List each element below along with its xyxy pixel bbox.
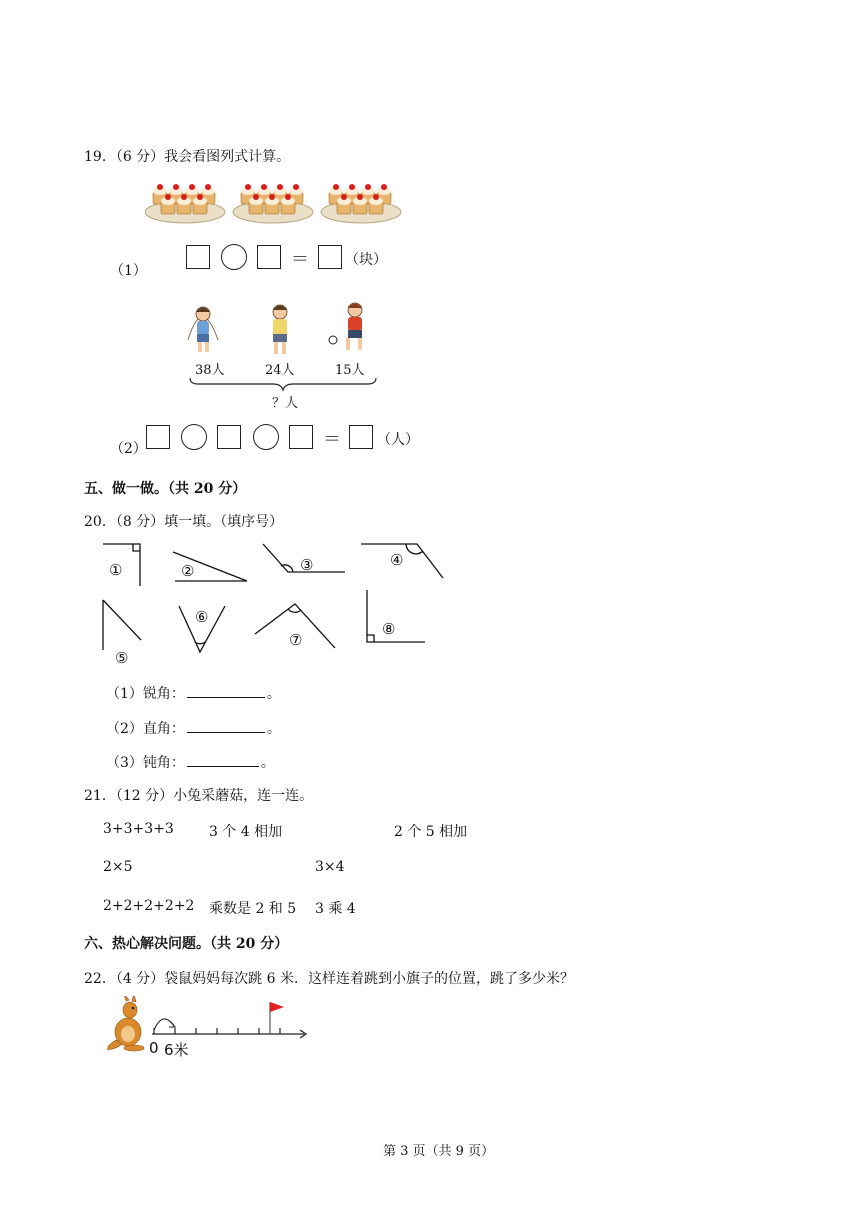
obtuse-blank-row: （3）钝角： 。: [106, 752, 275, 772]
answer-blank[interactable]: [187, 683, 265, 698]
right-blank-row: （2）直角： 。: [106, 718, 281, 738]
blank-label: （3）钝角：: [106, 755, 185, 771]
answer-blank[interactable]: [187, 718, 265, 733]
answer-box[interactable]: [318, 245, 342, 269]
axis-step-label: 6米: [164, 1041, 189, 1059]
section-6-title: 六、热心解决问题。（共 20 分）: [84, 936, 289, 952]
section-5-title: 五、做一做。（共 20 分）: [84, 481, 247, 497]
axis-zero-label: 0: [149, 1039, 159, 1057]
match-item[interactable]: 2×5: [103, 859, 133, 875]
unit-label: （人）: [377, 432, 419, 448]
answer-box[interactable]: [349, 425, 373, 449]
answer-blank[interactable]: [187, 752, 259, 767]
answer-box[interactable]: [289, 425, 313, 449]
angle-label: ③: [300, 556, 314, 574]
angle-label: ⑥: [195, 608, 209, 626]
match-item[interactable]: 3 个 4 相加: [209, 824, 283, 840]
angle-label: ①: [109, 561, 123, 579]
brace: [188, 376, 378, 392]
q22-header: 22．（4 分）袋鼠妈妈每次跳 6 米．这样连着跳到小旗子的位置，跳了多少米？: [84, 971, 574, 987]
angle-label: ②: [181, 562, 195, 580]
kid-count: 15人: [335, 363, 365, 378]
q20-header: 20．（8 分）填一填。（填序号）: [84, 514, 284, 530]
q19-header: 19．（6 分）我会看图列式计算。: [84, 149, 291, 165]
acute-blank-row: （1）锐角： 。: [106, 683, 281, 703]
equals-sign: ＝: [323, 429, 341, 450]
cake-plates-illustration: [145, 178, 405, 226]
angle-label: ⑤: [115, 649, 129, 667]
match-item[interactable]: 2 个 5 相加: [394, 824, 468, 840]
blank-label: （1）锐角：: [106, 686, 185, 702]
match-item[interactable]: 3+3+3+3: [103, 821, 174, 837]
match-item[interactable]: 乘数是 2 和 5: [209, 901, 297, 917]
kid-count: 38人: [195, 363, 225, 378]
operator-circle[interactable]: [181, 424, 207, 450]
blank-label: （2）直角：: [106, 721, 185, 737]
kids-illustration: [180, 300, 380, 360]
q19-part2-label: （2）: [110, 441, 147, 457]
kangaroo-number-line: [104, 996, 314, 1052]
page-footer: 第 3 页（共 9 页）: [383, 1144, 495, 1159]
unit-label: （块）: [345, 252, 387, 268]
q19-part1-label: （1）: [110, 263, 147, 279]
answer-box[interactable]: [146, 425, 170, 449]
operator-circle[interactable]: [221, 244, 247, 270]
match-item[interactable]: 2+2+2+2+2: [103, 898, 195, 914]
answer-box[interactable]: [186, 245, 210, 269]
match-item[interactable]: 3 乘 4: [315, 901, 356, 917]
kid-count: 24人: [265, 363, 295, 378]
total-label: ？人: [272, 396, 299, 411]
operator-circle[interactable]: [253, 424, 279, 450]
angle-label: ⑦: [289, 631, 303, 649]
answer-box[interactable]: [217, 425, 241, 449]
angle-label: ④: [390, 551, 404, 569]
q21-header: 21．（12 分）小兔采蘑菇，连一连。: [84, 788, 314, 804]
answer-box[interactable]: [257, 245, 281, 269]
angle-label: ⑧: [382, 620, 396, 638]
equals-sign: ＝: [291, 249, 309, 270]
match-item[interactable]: 3×4: [315, 859, 345, 875]
